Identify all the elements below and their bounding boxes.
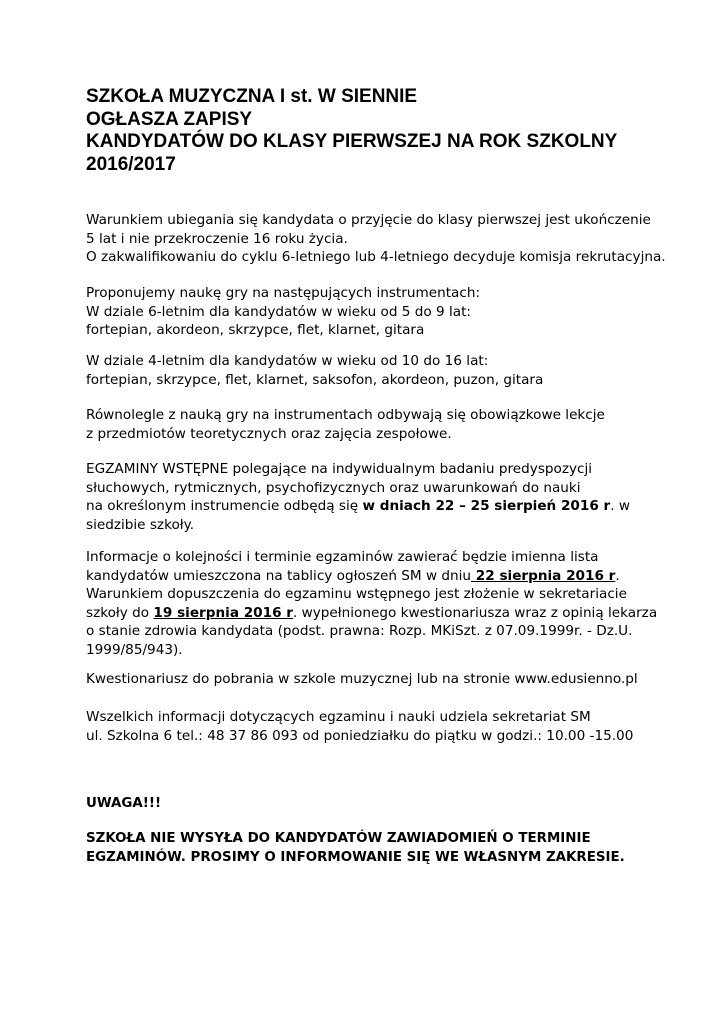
page-title: [86, 86, 686, 176]
instruments-6yr-heading: W dziale 6-letnim dla kandydatów w wieku od 5 do 9 lat:: [86, 303, 472, 320]
info-line-3: Warunkiem dopuszczenia do egzaminu wstępnego jest złożenie w sekretariacie: [86, 586, 627, 602]
paragraph-contact: [86, 708, 666, 745]
questionnaire-line: Kwestionariusz do pobrania w szkole muzycznej lub na stronie www.edusienno.pl: [86, 671, 638, 687]
questionnaire-deadline: 19 sierpnia 2016 r: [153, 604, 293, 621]
notice-line-2: EGZAMINÓW. PROSIMY O INFORMOWANIE SIĘ WE WŁASNYM ZAKRESIE.: [86, 850, 625, 865]
exams-line-4: siedzibie szkoły.: [86, 516, 195, 533]
theory-line-2: z przedmiotów teoretycznych oraz zajęcia zespołowe.: [86, 425, 452, 442]
notice-line-1: SZKOŁA NIE WYSYŁA DO KANDYDATÓW ZAWIADOMIEŃ O TERMINIE: [86, 831, 591, 846]
info-line-2: [86, 567, 666, 586]
eligibility-line-2: 5 lat i nie przekroczenie 16 roku życia.: [86, 230, 348, 247]
info-line-4: [86, 604, 666, 623]
title-line-announcement: OGŁASZA ZAPISY: [86, 108, 253, 130]
title-line-school: SZKOŁA MUZYCZNA I st. W SIENNIE: [86, 86, 418, 107]
paragraph-instruments-4yr: [86, 352, 666, 389]
paragraph-questionnaire: [86, 670, 666, 689]
theory-line-1: Równolegle z nauką gry na instrumentach odbywają się obowiązkowe lekcje: [86, 407, 605, 423]
exam-dates: w dniach 22 – 25 sierpień 2016 r: [362, 498, 611, 514]
info-line-1: Informacje o kolejności i terminie egzaminów zawierać będzie imienna lista: [86, 549, 599, 565]
paragraph-instruments-6yr: [86, 284, 666, 340]
warning-text: UWAGA!!!: [86, 796, 162, 811]
info-line-4-tail: . wypełnionego kwestionariusza wraz z opinią lekarza: [293, 604, 658, 621]
info-line-2-text: kandydatów umieszczona na tablicy ogłoszeń SM w dniu: [86, 567, 472, 584]
paragraph-theory-lessons: [86, 406, 666, 443]
info-line-5: o stanie zdrowia kandydata (podst. prawna: Rozp. MKiSzt. z 07.09.1999r. - Dz.U.: [86, 623, 633, 639]
paragraph-eligibility: [86, 211, 666, 267]
exams-line-3-text: na określonym instrumencie odbędą się: [86, 498, 363, 514]
exams-line-2: słuchowych, rytmicznych, psychofizycznych oraz uwarunkowań do nauki: [86, 479, 581, 496]
instruments-4yr-list: fortepian, skrzypce, flet, klarnet, saksofon, akordeon, puzon, gitara: [86, 371, 544, 388]
exams-line-1: EGZAMINY WSTĘPNE polegające na indywidualnym badaniu predyspozycji: [86, 461, 593, 477]
eligibility-line-3: O zakwalifikowaniu do cyklu 6-letniego lub 4-letniego decyduje komisja rekrutacyjna.: [86, 249, 666, 265]
contact-line-1: Wszelkich informacji dotyczących egzaminu i nauki udziela sekretariat SM: [86, 709, 591, 725]
eligibility-line-1: Warunkiem ubiegania się kandydata o przyjęcie do klasy pierwszej jest ukończenie: [86, 212, 651, 228]
list-publication-date: 22 sierpnia 2016 r: [471, 567, 616, 584]
notice-paragraph: [86, 829, 686, 867]
title-line-year: 2016/2017: [86, 153, 176, 175]
instruments-intro: Proponujemy naukę gry na następujących instrumentach:: [86, 285, 481, 301]
exams-line-3-tail: . w: [610, 498, 630, 514]
title-line-candidates: KANDYDATÓW DO KLASY PIERWSZEJ NA ROK SZKOLNY: [86, 131, 618, 152]
info-line-2-tail: .: [615, 567, 620, 584]
warning-label: [86, 794, 686, 813]
paragraph-entrance-exams: [86, 460, 666, 534]
contact-line-2: ul. Szkolna 6 tel.: 48 37 86 093 od poniedziałku do piątku w godzi.: 10.00 -15.00: [86, 727, 634, 744]
exams-line-3: [86, 497, 666, 516]
paragraph-exam-info: [86, 548, 666, 659]
info-line-6: 1999/85/943).: [86, 641, 183, 658]
instruments-4yr-heading: W dziale 4-letnim dla kandydatów w wieku od 10 do 16 lat:: [86, 353, 489, 369]
info-line-4-text: szkoły do: [86, 604, 154, 621]
instruments-6yr-list: fortepian, akordeon, skrzypce, flet, klarnet, gitara: [86, 322, 425, 338]
